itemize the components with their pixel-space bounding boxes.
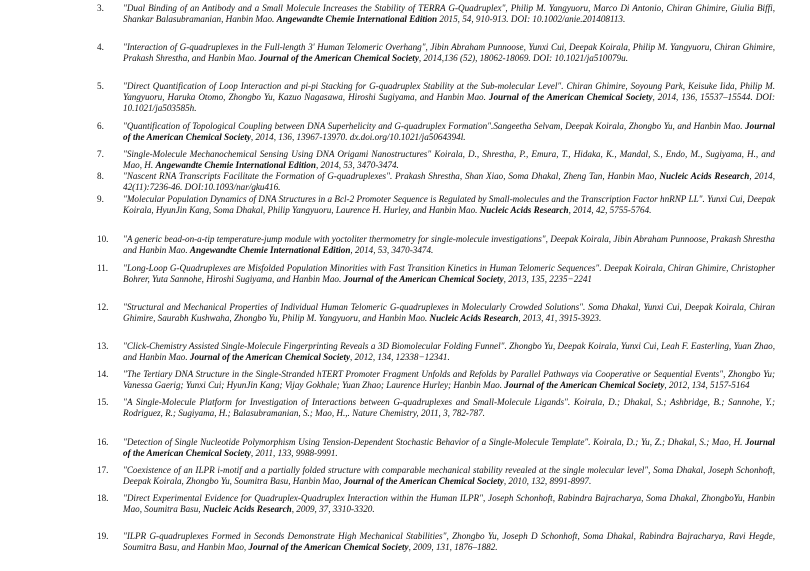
citation-details: , 2011, 133, 9988-9991. <box>250 448 338 459</box>
citation-title: "Click-Chemistry Assisted Single-Molecule Fingerprinting Reveals a 3D Biomolecular Folding Funnel" <box>123 341 505 351</box>
citation-details: , 2013, 41, 3915-3923. <box>518 313 602 324</box>
citation-title: "Direct Quantification of Loop Interaction and pi-pi Stacking for G-quadruplex Stability at the Sub-molecular Level" <box>123 81 562 91</box>
entry-number: 8. <box>97 171 104 181</box>
citation-journal: Journal of the American Chemical Society <box>248 542 409 553</box>
citation-authors: , Jibin Abraham Punnoose, Yunxi Cui, Deepak Koirala, Philip M. Yangyuoru, Chiran Ghimire, Prakash Shrestha, and Hanbin Mao. <box>123 42 775 64</box>
citation-journal: Journal of the American Chemical Society <box>343 274 504 285</box>
citation-details: , 2013, 135, 2235−2241 <box>503 274 592 285</box>
citation-text <box>123 302 775 324</box>
citation-title: "Structural and Mechanical Properties of Individual Human Telomeric G-quadruplexes in Molecularly Crowded Solutions" <box>123 302 583 312</box>
citation-journal: Journal of the American Chemical Society <box>123 121 775 143</box>
citation-title: "Interaction of G-quadruplexes in the Full-length 3' Human Telomeric Overhang" <box>123 42 426 52</box>
citation-authors: Koirala, D., Shrestha, P., Emura, T., Hidaka, K., Mandal, S., Endo, M., Sugiyama, H., and Mao, H. <box>123 149 775 171</box>
citation-text <box>123 149 775 171</box>
citation-journal: Angewandte Chemie International Edition <box>155 160 316 171</box>
citation-title: "Detection of Single Nucleotide Polymorphism Using Tension-Dependent Stochastic Behavior of a Single-Molecule Template" <box>123 437 589 447</box>
citation-details: , 2012, 134, 12338−12341. <box>350 352 450 363</box>
citation-journal: Journal of the American Chemical Society <box>258 53 419 64</box>
citation-title: "Direct Experimental Evidence for Quadruplex-Quadruplex Interaction within the Human ILPR" <box>123 493 483 503</box>
citation-text <box>123 121 775 143</box>
citation-authors: . Koirala, D.; Yu, Z.; Dhakal, S.; Mao, H. <box>588 437 746 447</box>
entry-number: 19. <box>97 531 109 541</box>
citation-authors: . Soma Dhakal, Yunxi Cui, Deepak Koirala, Chiran Ghimire, Saurabh Kushwaha, Zhongbo Yu, Philip M. Yangyuoru, and Hanbin Mao. <box>123 302 775 324</box>
citation-journal: Journal of the American Chemical Society <box>488 92 653 103</box>
citation-title: "Nascent RNA Transcripts Facilitate the Formation of G-quadruplexes" <box>123 171 390 181</box>
citation-authors: , Philip M. Yangyuoru, Marco Di Antonio, Chiran Ghimire, Giulia Biffi, Shankar Balasubramanian, Hanbin Mao. <box>123 3 775 25</box>
citation-text <box>123 397 775 419</box>
citation-details: , 2014,136 (52), 18062-18069. DOI: 10.1021/ja510079u. <box>418 53 629 64</box>
citation-title: "Long-Loop G-Quadruplexes are Misfolded Population Minorities with Fast Transition Kinetics in Human Telomeric Sequences" <box>123 263 600 273</box>
citation-text <box>123 369 775 391</box>
entry-number: 12. <box>97 302 109 312</box>
entry-number: 10. <box>97 234 109 244</box>
entry-number: 3. <box>97 3 104 13</box>
citation-authors: , Soma Dhakal, Joseph Schonhoft, Deepak Koirala, Zhongbo Yu, Soumitra Basu, Hanbin Mao, <box>123 465 775 487</box>
citation-authors: , Deepak Koirala, Jibin Abraham Punnoose, Prakash Shrestha and Hanbin Mao. <box>123 234 775 256</box>
citation-journal: Nucleic Acids Research <box>429 313 519 324</box>
citation-journal: Journal of the American Chemical Society <box>504 380 665 391</box>
citation-title: "Coexistence of an ILPR i-motif and a partially folded structure with comparable mechanical stability revealed at the single molecular level" <box>123 465 649 475</box>
citation-text <box>123 437 775 459</box>
citation-authors: . Koirala, D.; Dhakal, S.; Ashbridge, B.; Sannohe, Y.; Rodriguez, R.; Sugiyama, H.; Balasubramanian, S.; Mao, H.,. <box>123 397 775 419</box>
citation-title: "Quantification of Topological Coupling between DNA Superhelicity and G-quadruplex Formation" <box>123 121 492 131</box>
citation-journal: Nucleic Acids Research <box>479 205 569 216</box>
citation-text <box>123 465 775 487</box>
citation-details: , 2010, 132, 8991-8997. <box>503 476 592 487</box>
citation-text <box>123 42 775 64</box>
citation-journal: Journal of the American Chemical Society <box>189 352 351 363</box>
citation-title: "Molecular Population Dynamics of DNA Structures in a Bcl-2 Promoter Sequence is Regulated by Small-molecules and the Transcription Factor hnRNP LL" <box>123 194 703 204</box>
citation-text <box>123 493 775 515</box>
entry-number: 7. <box>97 149 104 159</box>
entry-number: 17. <box>97 465 109 475</box>
entry-number: 11. <box>97 263 109 273</box>
citation-title: "Single-Molecule Mechanochemical Sensing Using DNA Origami Nanostructures" <box>123 149 432 159</box>
citation-authors: . Zhongbo Yu, Deepak Koirala, Yunxi Cui, Leah F. Easterling, Yuan Zhao, and Hanbin Mao. <box>123 341 775 363</box>
entry-number: 15. <box>97 397 109 407</box>
citation-title: "The Tertiary DNA Structure in the Single-Stranded hTERT Promoter Fragment Unfolds and Refolds by Parallel Pathways via Cooperative or Sequential Events" <box>123 369 724 379</box>
citation-journal: Journal of the American Chemical Society <box>123 437 775 459</box>
entry-number: 14. <box>97 369 109 379</box>
entry-number: 16. <box>97 437 109 447</box>
citation-journal: Nucleic Acids Research <box>659 171 750 181</box>
citation-text <box>123 531 775 553</box>
entry-number: 6. <box>97 121 104 131</box>
citation-text <box>123 194 775 216</box>
entry-number: 4. <box>97 42 104 52</box>
citation-details: 2015, 54, 910-913. DOI: 10.1002/anie.201408113. <box>437 14 626 25</box>
citation-title: "A generic bead-on-a-tip temperature-jump module with yoctoliter thermometry for single-molecule investigations" <box>123 234 546 244</box>
citation-authors: . Chiran Ghimire, Soyoung Park, Keisuke Iida, Philip M. Yangyuoru, Haruka Otomo, Zhongbo Yu, Kazuo Nagasawa, Hiroshi Sugiyama, and Hanbin Mao. <box>123 81 775 103</box>
citation-title: "Dual Binding of an Antibody and a Small Molecule Increases the Stability of TERRA G-Quadruplex" <box>123 3 506 13</box>
citation-journal: Nucleic Acids Research <box>202 504 292 515</box>
citation-text <box>123 81 775 115</box>
citation-details: , 2014, 53, 3470-3474. <box>350 245 434 256</box>
citation-authors: , Joseph Schonhoft, Rabindra Bajracharya, Soma Dhakal, ZhongboYu, Hanbin Mao, Soumitra Basu, <box>123 493 775 515</box>
citation-details: , 2014, 136, 13967-13970. dx.doi.org/10.1021/ja5064394l. <box>250 132 466 143</box>
citation-text <box>123 263 775 285</box>
citation-authors: . Yunxi Cui, Deepak Koirala, HyunJin Kang, Soma Dhakal, Philip Yangyuoru, Laurence H. Hurley, and Hanbin Mao. <box>123 194 776 216</box>
citation-authors: , Zhongbo Yu, Joseph D Schonhoft, Soma Dhakal, Rabindra Bajracharya, Ravi Hegde, Soumitra Basu, and Hanbin Mao, <box>123 531 775 553</box>
entry-number: 13. <box>97 341 109 351</box>
citation-authors: . Prakash Shrestha, Shan Xiao, Soma Dhakal, Zheng Tan, Hanbin Mao, <box>389 171 660 181</box>
citation-details: , 2014, 136, 15537–15544. DOI: 10.1021/ja503585h. <box>123 92 775 114</box>
citation-text <box>123 341 775 363</box>
citation-details: , 2009, 131, 1876–1882. <box>408 542 498 553</box>
citation-details: , 2012, 134, 5157-5164 <box>664 380 750 391</box>
entry-number: 18. <box>97 493 109 503</box>
citation-journal: Angewandte Chemie International Edition <box>189 245 351 256</box>
citation-text <box>123 3 775 25</box>
entry-number: 9. <box>97 194 104 204</box>
citation-journal: Angewandte Chemie International Edition <box>276 14 438 25</box>
citation-journal: Journal of the American Chemical Society <box>343 476 504 487</box>
citation-details: , 2014, 42(11):7236-46. DOI:10.1093/nar/gku416. <box>123 171 776 193</box>
citation-authors: .Sangeetha Selvam, Deepak Koirala, Zhongbo Yu, and Hanbin Mao. <box>491 121 746 131</box>
citation-details: , 2009, 37, 3310-3320. <box>291 504 375 515</box>
citation-details: , 2014, 53, 3470-3474. <box>315 160 399 171</box>
citation-text <box>123 171 775 193</box>
entry-number: 5. <box>97 81 104 91</box>
citation-authors: . Deepak Koirala, Chiran Ghimire, Christopher Bohrer, Yuta Sannohe, Hiroshi Sugiyama, and Hanbin Mao. <box>123 263 775 285</box>
citation-title: "A Single-Molecule Platform for Investigation of Interactions between G-quadruplexes and Small-Molecule Ligands" <box>123 397 568 407</box>
citation-details: , 2014, 42, 5755-5764. <box>568 205 652 216</box>
citation-title: "ILPR G-quadruplexes Formed in Seconds Demonstrate High Mechanical Stabilities" <box>123 531 447 541</box>
citation-text <box>123 234 775 256</box>
citation-authors: , Zhongbo Yu; Vanessa Gaerig; Yunxi Cui; HyunJin Kang; Vijay Gokhale; Yuan Zhao; Laurence Hurley; Hanbin Mao. <box>123 369 775 391</box>
citation-details: Nature Chemistry, 2011, 3, 782-787. <box>352 408 485 419</box>
